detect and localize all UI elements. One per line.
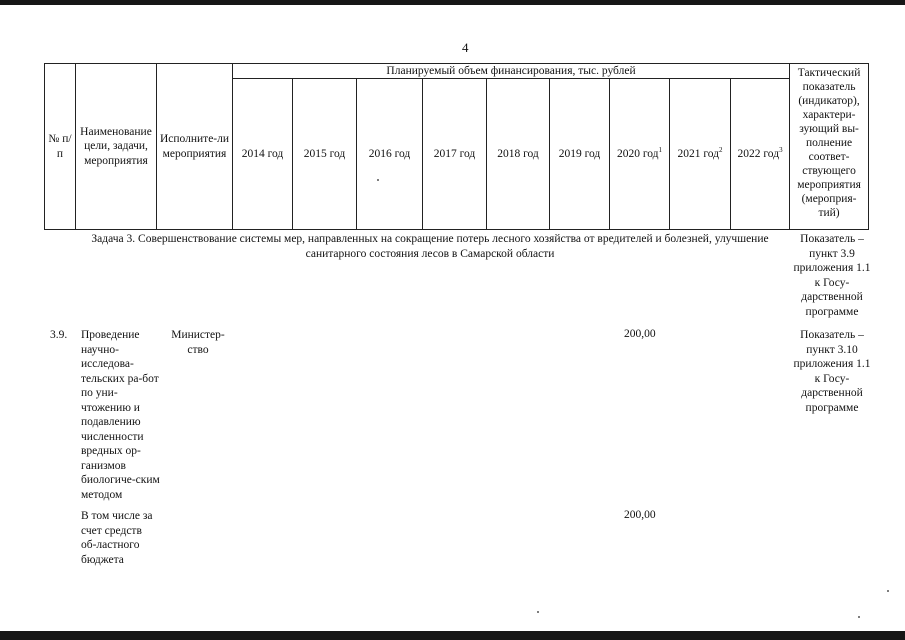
header-year: 2016 год <box>357 79 423 230</box>
scan-speck <box>537 611 539 613</box>
row-executor: Министер-ство <box>171 329 225 356</box>
row-number: 3.9. <box>50 329 68 341</box>
row-name: Проведение научно-исследова-тельских ра-бот по уни-чтожению и подавлению численности вредных ор-ганизмов биологиче-ским методом <box>81 329 160 501</box>
header-year: 2014 год <box>233 79 293 230</box>
header-year: 2020 год$^1$ <box>610 79 670 230</box>
bottom-scan-border <box>0 631 905 640</box>
header-number: № п/п <box>45 64 76 230</box>
page-number: 4 <box>462 40 469 55</box>
header-year: 2021 год$^2$ <box>670 79 731 230</box>
header-name: Наименование цели, задачи, мероприятия <box>76 64 157 230</box>
header-financing: Планируемый объем финансирования, тыс. рублей <box>233 64 790 79</box>
header-executor: Исполните-ли мероприятия <box>157 64 233 230</box>
header-year: 2022 год$^3$ <box>731 79 790 230</box>
task-3-text: Задача 3. Совершенствование системы мер, направленных на сокращение потерь лесного хозяйства от вредителей и болезней, улучшение санитарного состояния лесов в Самарской области <box>91 233 769 260</box>
scan-speck <box>377 179 379 181</box>
scan-speck <box>887 590 889 592</box>
header-indicator: Тактический показатель (индикатор), характери-зующий вы-полнение соответ-ствующего мероприятия (мероприя-тий) <box>790 64 869 230</box>
scan-speck <box>858 616 860 618</box>
top-scan-border <box>0 0 905 5</box>
header-year: 2015 год <box>293 79 357 230</box>
header-year: 2018 год <box>487 79 550 230</box>
row-value-2020: 200,00 <box>624 328 656 340</box>
row-name-budget: В том числе за счет средств об-ластного бюджета <box>81 510 153 566</box>
header-year: 2019 год <box>550 79 610 230</box>
header-year: 2017 год <box>423 79 487 230</box>
row-value-2020-budget: 200,00 <box>624 509 656 521</box>
financing-table-header <box>44 63 869 230</box>
task-indicator: Показатель – пункт 3.9 приложения 1.1 к Госу-дарственной программе <box>793 233 871 318</box>
row-indicator: Показатель – пункт 3.10 приложения 1.1 к Госу-дарственной программе <box>793 329 871 414</box>
